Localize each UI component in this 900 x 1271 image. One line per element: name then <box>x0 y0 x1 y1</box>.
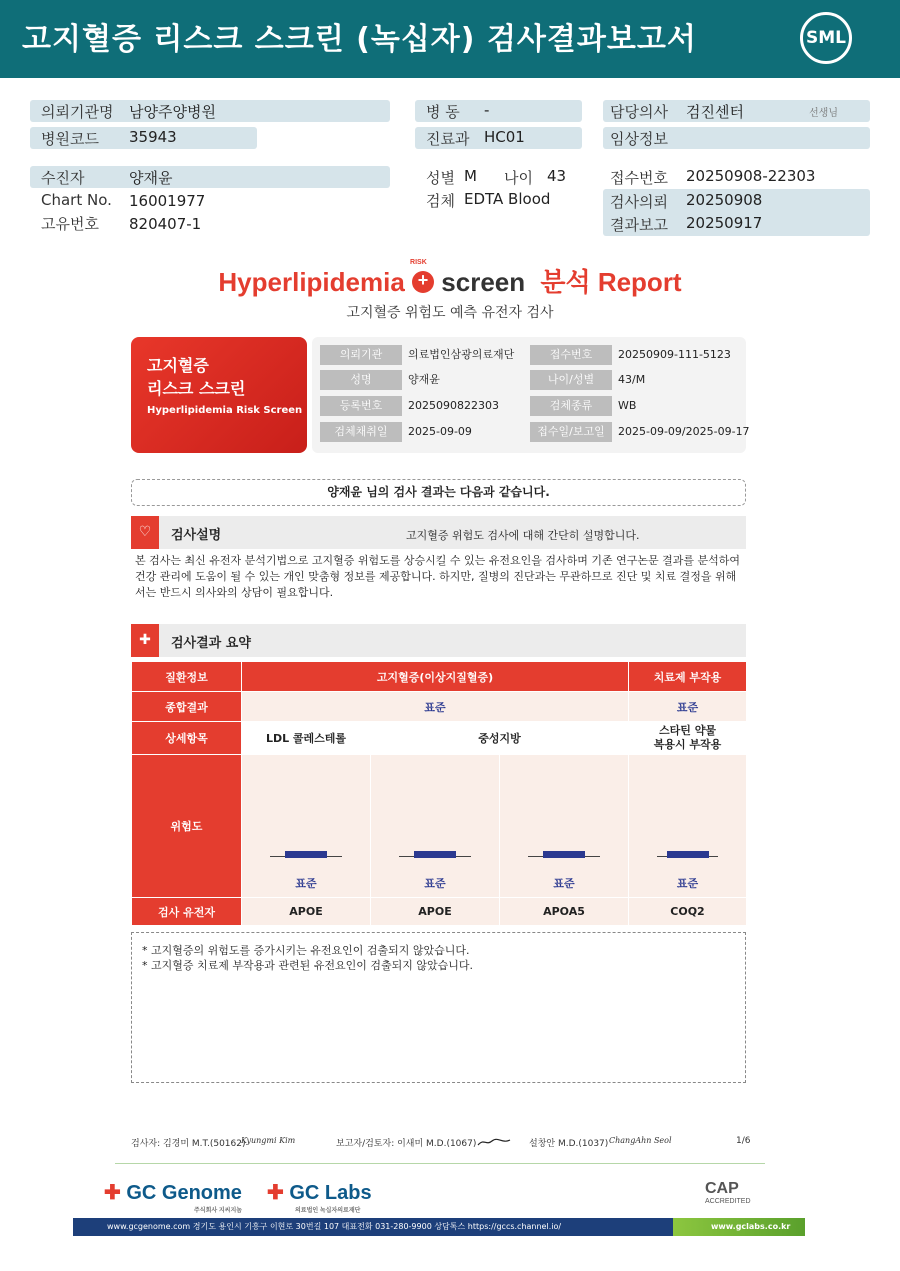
risk-label: RISK <box>410 259 427 266</box>
director-text: 설창안 M.D.(1037) <box>529 1139 609 1149</box>
ib-val-8: 2025-09-09/2025-09-17 <box>618 425 750 438</box>
report-subtitle: 고지혈증 위험도 예측 유전자 검사 <box>346 305 554 321</box>
ib-val-6: WB <box>618 399 637 412</box>
gc-genome-sub: 주식회사 지씨지놈 <box>194 1208 243 1214</box>
gc-cross-icon: ✚ <box>267 1182 284 1204</box>
gauge-marker <box>285 851 327 858</box>
reporter-text: 보고자/검토자: 이새미 M.D.(1067) <box>336 1139 477 1149</box>
age-value: 43 <box>547 167 567 185</box>
cell-overall-1: 표준 <box>242 692 629 722</box>
table-row <box>132 662 747 692</box>
card-title-1: 고지혈증 <box>147 356 209 375</box>
gc-labs-text: GC Labs <box>289 1182 372 1204</box>
cell-risk-3 <box>500 755 629 898</box>
footer-site: www.gclabs.co.kr <box>711 1222 791 1231</box>
req-inst-value: 남양주양병원 <box>129 103 216 121</box>
section-summary-title: 검사결과 요약 <box>171 636 251 651</box>
gauge-marker <box>414 851 456 858</box>
report-heading-ko: 분석 Report <box>540 267 682 297</box>
sex-value: M <box>464 167 477 185</box>
info-box <box>312 337 750 453</box>
cap-sub: ACCREDITED <box>705 1198 751 1205</box>
hosp-code-label: 병원코드 <box>41 130 99 148</box>
doctor-value: 검진센터 <box>686 103 744 121</box>
cell-h-overall: 종합결과 <box>132 692 242 722</box>
risk-gauge <box>242 755 370 897</box>
section-description-header <box>131 516 746 549</box>
footer-contact: www.gcgenome.com 경기도 용인시 기흥구 이현로 30번길 107 대표전화 031-280-9900 상담톡스 https://gccs.channel.io/ <box>107 1222 562 1231</box>
cell-detail-1: LDL 콜레스테롤 <box>242 722 371 755</box>
doctor-suffix: 선생님 <box>809 108 838 119</box>
report-heading <box>0 259 900 299</box>
req-inst-label: 의뢰기관명 <box>41 103 114 121</box>
section-description-summary: 고지혈증 위험도 검사에 대해 간단히 설명합니다. <box>406 529 640 542</box>
risk-plus-icon: + RISK <box>412 271 434 293</box>
detail-3-line-2: 복용시 부작용 <box>653 738 722 751</box>
tester-signature: Kyungmi Kim <box>241 1136 296 1145</box>
cell-detail-2: 중성지방 <box>371 722 629 755</box>
cell-overall-2: 표준 <box>629 692 747 722</box>
section-summary-header <box>131 624 746 657</box>
gauge-marker <box>543 851 585 858</box>
ib-val-3: 양재윤 <box>408 373 440 386</box>
hosp-code-value: 35943 <box>129 128 177 146</box>
risk-gauge <box>371 755 499 897</box>
cell-h-risk: 위험도 <box>132 755 242 898</box>
report-heading-en2: screen <box>441 267 526 297</box>
risk-gauge <box>500 755 628 897</box>
patient-value: 양재윤 <box>129 169 173 187</box>
stethoscope-icon: ♡ <box>131 516 159 549</box>
test-req-label: 검사의뢰 <box>610 193 668 211</box>
cell-h-disease: 질환정보 <box>132 662 242 692</box>
report-value: 20250917 <box>686 214 763 232</box>
specimen-label: 검체 <box>426 192 455 210</box>
ib-key-3: 성명 <box>320 370 402 390</box>
note-1: * 고지혈증의 위험도를 증가시키는 유전요인이 검출되지 않았습니다. <box>142 944 470 957</box>
cell-gene-1: APOE <box>242 898 371 926</box>
table-row <box>132 722 747 755</box>
cell-risk-2 <box>371 755 500 898</box>
recv-label: 접수번호 <box>610 169 668 187</box>
ib-key-8: 접수일/보고일 <box>530 422 612 442</box>
detail-3-line-1: 스타틴 약물 <box>659 724 716 737</box>
reporter-signature <box>476 1136 512 1148</box>
footer-divider <box>115 1163 765 1164</box>
gauge-label: 표준 <box>295 877 317 890</box>
gauge-marker <box>667 851 709 858</box>
chart-value: 16001977 <box>129 192 206 210</box>
cell-h-side: 치료제 부작용 <box>629 662 747 692</box>
ib-val-2: 20250909-111-5123 <box>618 348 731 361</box>
gauge-label: 표준 <box>676 877 699 890</box>
doctor-label: 담당의사 <box>610 103 668 121</box>
recv-value: 20250908-22303 <box>686 167 816 185</box>
cell-gene-2: APOE <box>371 898 500 926</box>
cell-gene-3: APOA5 <box>500 898 629 926</box>
signature-row <box>131 1136 751 1150</box>
ib-val-5: 2025090822303 <box>408 399 499 412</box>
cell-gene-4: COQ2 <box>629 898 747 926</box>
cell-h-gene: 검사 유전자 <box>132 898 242 926</box>
table-row <box>132 898 747 926</box>
ib-key-6: 검체종류 <box>530 396 612 416</box>
gc-labs-sub: 의료법인 녹십자의료재단 <box>295 1208 361 1214</box>
ib-val-7: 2025-09-09 <box>408 425 472 438</box>
cell-risk-1 <box>242 755 371 898</box>
footer-bar <box>73 1218 805 1236</box>
ward-label: 병 동 <box>426 103 460 121</box>
ward-value: - <box>484 101 490 119</box>
sex-label: 성별 <box>426 169 455 187</box>
test-card <box>131 337 307 453</box>
dept-value: HC01 <box>484 128 525 146</box>
gc-genome-logo <box>104 1180 242 1214</box>
ib-key-2: 접수번호 <box>530 345 612 365</box>
test-req-value: 20250908 <box>686 191 763 209</box>
report-label: 결과보고 <box>610 216 668 234</box>
patient-label: 수진자 <box>41 169 85 187</box>
ib-key-1: 의뢰기관 <box>320 345 402 365</box>
table-row <box>132 692 747 722</box>
ib-key-4: 나이/성별 <box>530 370 612 390</box>
medical-folder-icon: ✚ <box>131 624 159 657</box>
director-signature: ChangAhn Seol <box>609 1136 672 1145</box>
gauge-label: 표준 <box>553 877 575 890</box>
dept-label: 진료과 <box>426 130 470 148</box>
ib-val-1: 의료법인삼광의료재단 <box>408 348 515 361</box>
cap-text: CAP <box>705 1180 739 1197</box>
uid-label: 고유번호 <box>41 215 99 233</box>
report-heading-en1: Hyperlipidemia <box>218 267 405 297</box>
notes-box <box>131 932 746 1083</box>
specimen-value: EDTA Blood <box>464 190 551 208</box>
description-body: 본 검사는 최신 유전자 분석기법으로 고지혈증 위험도를 상승시킬 수 있는 유전요인을 검사하며 기존 연구논문 결과를 분석하여 건강 관리에 도움이 될 수 있는 개인 맞춤형 정보를 제공합니다. 하지만, 질병의 진단과는 무관하므로 진단 및 치료 결정을 위해서는 반드시 의사와의 상담이 필요합니다. <box>135 554 740 599</box>
note-2: * 고지혈증 치료제 부작용과 관련된 유전요인이 검출되지 않았습니다. <box>142 959 473 972</box>
ib-key-5: 등록번호 <box>320 396 402 416</box>
result-statement: 양재윤 님의 검사 결과는 다음과 같습니다. <box>131 479 746 506</box>
risk-gauge <box>629 755 746 897</box>
result-table <box>131 661 747 926</box>
uid-value: 820407-1 <box>129 215 202 233</box>
sml-logo: SML <box>800 12 852 64</box>
gauge-label: 표준 <box>424 877 446 890</box>
page-number: 1/6 <box>736 1136 751 1146</box>
card-title-en: Hyperlipidemia Risk Screen <box>147 405 303 416</box>
ib-val-4: 43/M <box>618 373 646 386</box>
cell-detail-3 <box>629 722 747 755</box>
gc-labs-logo <box>267 1180 372 1214</box>
cap-logo <box>705 1180 751 1205</box>
age-label: 나이 <box>504 169 533 187</box>
cell-risk-4 <box>629 755 747 898</box>
report-title: 고지혈증 리스크 스크린 (녹십자) 검사결과보고서 <box>22 22 697 57</box>
card-title-2: 리스크 스크린 <box>147 379 246 398</box>
table-row <box>132 755 747 898</box>
chart-label: Chart No. <box>41 191 112 209</box>
ib-key-7: 검체채취일 <box>320 422 402 442</box>
section-description-title: 검사설명 <box>171 528 222 543</box>
gc-cross-icon: ✚ <box>104 1182 121 1204</box>
gc-genome-text: GC Genome <box>126 1182 242 1204</box>
cell-h-detail: 상세항목 <box>132 722 242 755</box>
cell-h-hyper: 고지혈증(이상지질혈증) <box>242 662 629 692</box>
tester-text: 검사자: 김경미 M.T.(50162) <box>131 1139 246 1149</box>
clinical-label: 임상정보 <box>610 130 668 148</box>
